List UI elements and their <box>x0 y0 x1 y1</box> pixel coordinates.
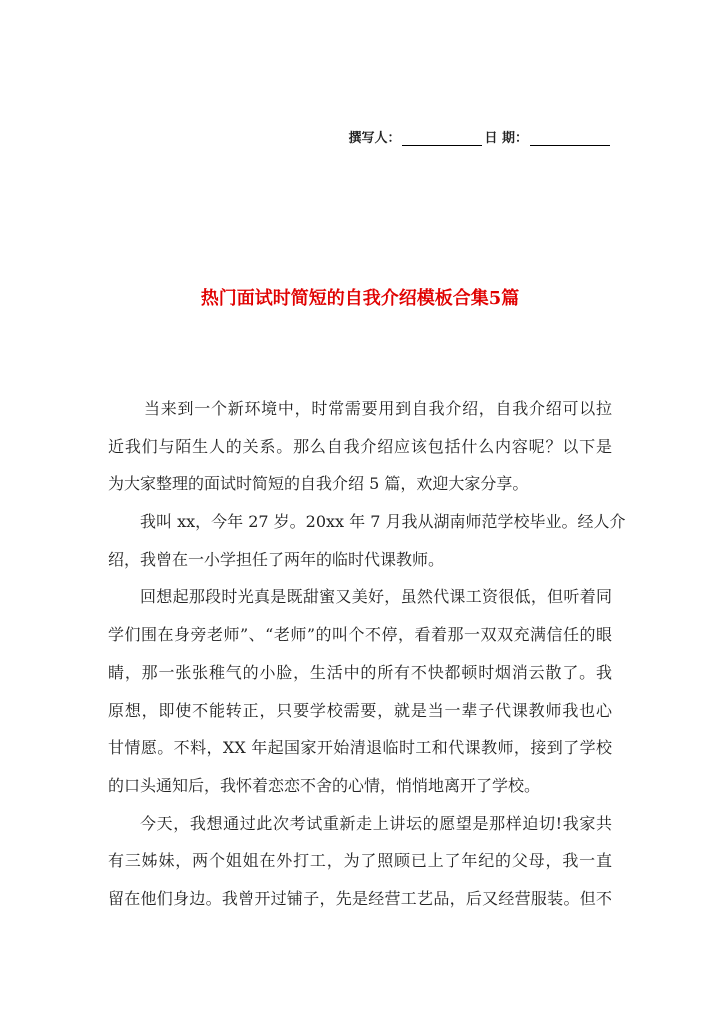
paragraph-line: 学们围在身旁老师”、“老师”的叫个不停，看着那一双双充满信任的眼 <box>108 625 612 645</box>
paragraph-line: 的口头通知后，我怀着恋恋不舍的心情，悄悄地离开了学校。 <box>108 775 541 795</box>
paragraph-line: 绍，我曾在一小学担任了两年的临时代课教师。 <box>108 549 445 569</box>
paragraph-line: 留在他们身边。我曾开过铺子，先是经营工艺品，后又经营服装。但不 <box>108 888 612 908</box>
paragraph-line: 我叫 xx，今年 27 岁。20xx 年 7 月我从湖南师范学校毕业。经人介 <box>140 512 626 532</box>
paragraph-line: 有三姊妹，两个姐姐在外打工，为了照顾已上了年纪的父母，我一直 <box>108 851 612 871</box>
paragraph-line: 原想，即使不能转正，只要学校需要，就是当一辈子代课教师我也心 <box>108 700 612 720</box>
paragraph-line: 睛，那一张张稚气的小脸，生活中的所有不快都顿时烟消云散了。我 <box>108 662 612 682</box>
paragraph-line: 为大家整理的面试时简短的自我介绍 5 篇，欢迎大家分享。 <box>108 474 529 494</box>
date-label: 日 期： <box>484 131 528 146</box>
author-blank <box>402 131 482 146</box>
author-label: 撰写人： <box>348 131 401 146</box>
paragraph-line: 回想起那段时光真是既甜蜜又美好，虽然代课工资很低，但听着同 <box>140 587 612 607</box>
author-date-header <box>348 127 612 146</box>
document-body <box>108 397 626 925</box>
paragraph-line: 甘情愿。不料，XX 年起国家开始清退临时工和代课教师，接到了学校 <box>108 738 612 758</box>
document-title: 热门面试时简短的自我介绍模板合集5篇 <box>200 288 520 309</box>
paragraph-line: 当来到一个新环境中，时常需要用到自我介绍，自我介绍可以拉 <box>144 399 612 418</box>
date-blank <box>530 131 610 146</box>
paragraph-line: 近我们与陌生人的关系。那么自我介绍应该包括什么内容呢？以下是 <box>108 436 612 456</box>
paragraph-line: 今天，我想通过此次考试重新走上讲坛的愿望是那样迫切!我家共 <box>140 813 612 833</box>
